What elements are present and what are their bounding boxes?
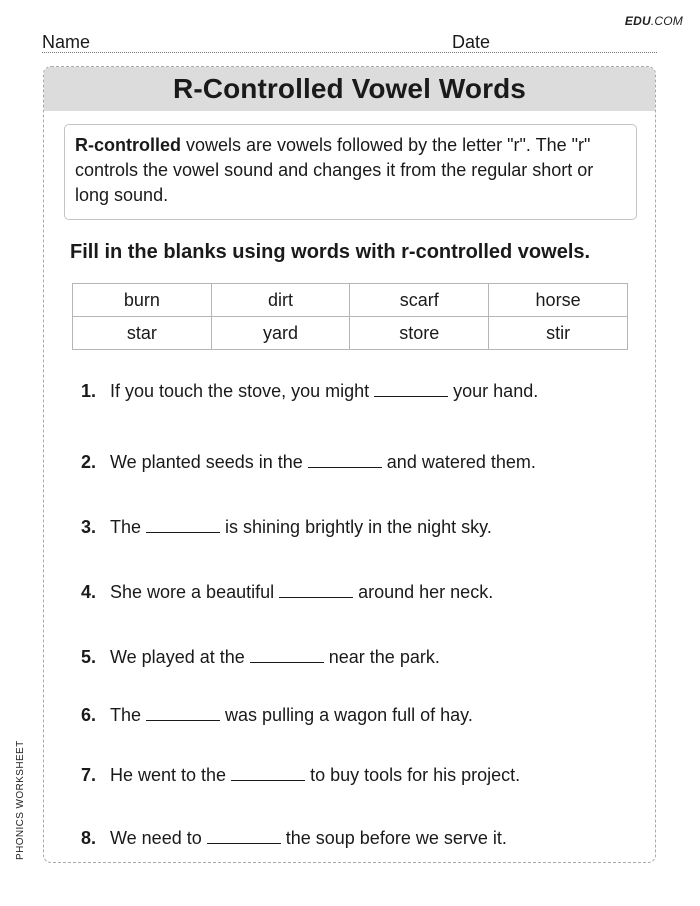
question-text-before: We played at the	[110, 647, 245, 667]
answer-blank[interactable]	[146, 518, 220, 533]
title-band	[44, 67, 655, 111]
question-1	[81, 380, 538, 402]
question-number: 3.	[81, 517, 97, 537]
name-label: Name	[42, 32, 91, 52]
question-text-before: We need to	[110, 828, 202, 848]
question-text-before: She wore a beautiful	[110, 582, 275, 602]
instructions: Fill in the blanks using words with r-controlled vowels.	[70, 241, 591, 263]
question-number: 2.	[81, 452, 97, 472]
word-bank-cell: star	[73, 317, 212, 350]
word-bank-table	[72, 283, 628, 350]
question-text-after: to buy tools for his project.	[310, 765, 521, 785]
answer-blank[interactable]	[279, 583, 353, 598]
question-7	[81, 764, 520, 786]
date-label: Date	[452, 32, 491, 52]
info-text: vowels are vowels followed by the letter "r". The "r" controls the vowel sound and changes it from the regular short or long sound.	[75, 135, 594, 205]
question-number: 4.	[81, 582, 97, 602]
question-text-after: near the park.	[328, 647, 440, 667]
question-text-before: We planted seeds in the	[110, 452, 303, 472]
question-text-after: around her neck.	[358, 582, 494, 602]
question-text-before: The	[110, 705, 142, 725]
info-box	[64, 124, 637, 220]
answer-blank[interactable]	[146, 706, 220, 721]
word-bank-row	[73, 284, 628, 317]
question-text-after: was pulling a wagon full of hay.	[225, 705, 473, 725]
question-text-before: The	[110, 517, 142, 537]
brand-logo	[625, 14, 683, 28]
brand-logo-suffix: .COM	[650, 14, 683, 28]
question-6	[81, 704, 473, 726]
answer-blank[interactable]	[374, 382, 448, 397]
question-text-before: He went to the	[110, 765, 227, 785]
word-bank-cell: yard	[211, 317, 350, 350]
info-bold-term: R-controlled	[75, 135, 181, 155]
question-text-after: your hand.	[453, 381, 539, 401]
question-number: 1.	[81, 381, 97, 401]
question-5	[81, 646, 440, 668]
answer-blank[interactable]	[250, 648, 324, 663]
question-text-after: and watered them.	[386, 452, 536, 472]
word-bank-cell: burn	[73, 284, 212, 317]
word-bank-cell: scarf	[350, 284, 489, 317]
word-bank-cell: horse	[489, 284, 628, 317]
page-title: R-Controlled Vowel Words	[173, 73, 526, 104]
question-2	[81, 451, 536, 473]
question-4	[81, 581, 493, 603]
question-number: 5.	[81, 647, 97, 667]
side-label: PHONICS WORKSHEET	[15, 740, 26, 860]
worksheet-frame	[43, 66, 656, 863]
answer-blank[interactable]	[207, 829, 281, 844]
question-text-after: the soup before we serve it.	[285, 828, 507, 848]
word-bank-row	[73, 317, 628, 350]
question-number: 8.	[81, 828, 97, 848]
brand-logo-bold: EDU	[624, 14, 651, 28]
word-bank-cell: stir	[489, 317, 628, 350]
word-bank-cell: dirt	[211, 284, 350, 317]
answer-blank[interactable]	[308, 453, 382, 468]
question-text-after: is shining brightly in the night sky.	[225, 517, 492, 537]
question-number: 7.	[81, 765, 97, 785]
name-date-line	[42, 32, 657, 53]
question-8	[81, 827, 507, 849]
answer-blank[interactable]	[231, 766, 305, 781]
word-bank-cell: store	[350, 317, 489, 350]
question-3	[81, 516, 492, 538]
question-number: 6.	[81, 705, 97, 725]
question-text-before: If you touch the stove, you might	[110, 381, 370, 401]
